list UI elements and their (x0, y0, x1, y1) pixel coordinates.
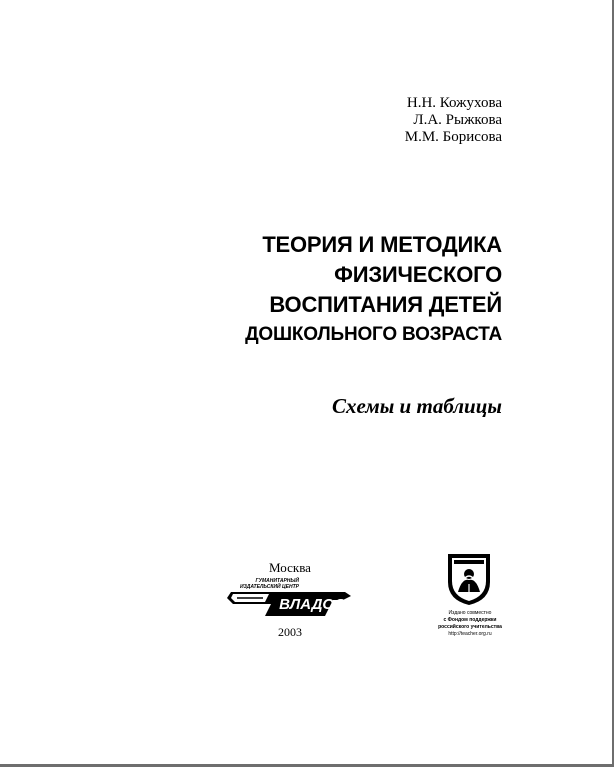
authors-block (360, 95, 502, 146)
publisher-logo (225, 578, 355, 618)
author-name: Л.А. Рыжкова (413, 112, 502, 128)
title-line: ТЕОРИЯ И МЕТОДИКА (262, 232, 502, 257)
fund-line: Издано совместно (448, 610, 492, 616)
fund-note (420, 610, 520, 638)
title-line: ВОСПИТАНИЯ ДЕТЕЙ (269, 292, 502, 317)
publication-year: 2003 (278, 625, 302, 639)
fund-line: российского учительства (438, 624, 502, 630)
author-name: Н.Н. Кожухова (406, 95, 502, 111)
book-subtitle: Схемы и таблицы (332, 394, 502, 418)
title-line: ФИЗИЧЕСКОГО (334, 262, 502, 287)
fund-url: http://teacher.org.ru (448, 631, 492, 637)
publisher-city: Москва (269, 560, 311, 575)
author-name: М.М. Борисова (404, 129, 502, 145)
publisher-name: ВЛАДОС (279, 596, 345, 613)
fund-line: с Фондом поддержки (443, 617, 497, 623)
publisher-caption: ГУМАНИТАРНЫЙ ИЗДАТЕЛЬСКИЙ ЦЕНТР (239, 578, 299, 590)
fund-emblem-icon (444, 552, 494, 606)
book-title (160, 230, 502, 350)
title-line: ДОШКОЛЬНОГО ВОЗРАСТА (245, 324, 502, 345)
